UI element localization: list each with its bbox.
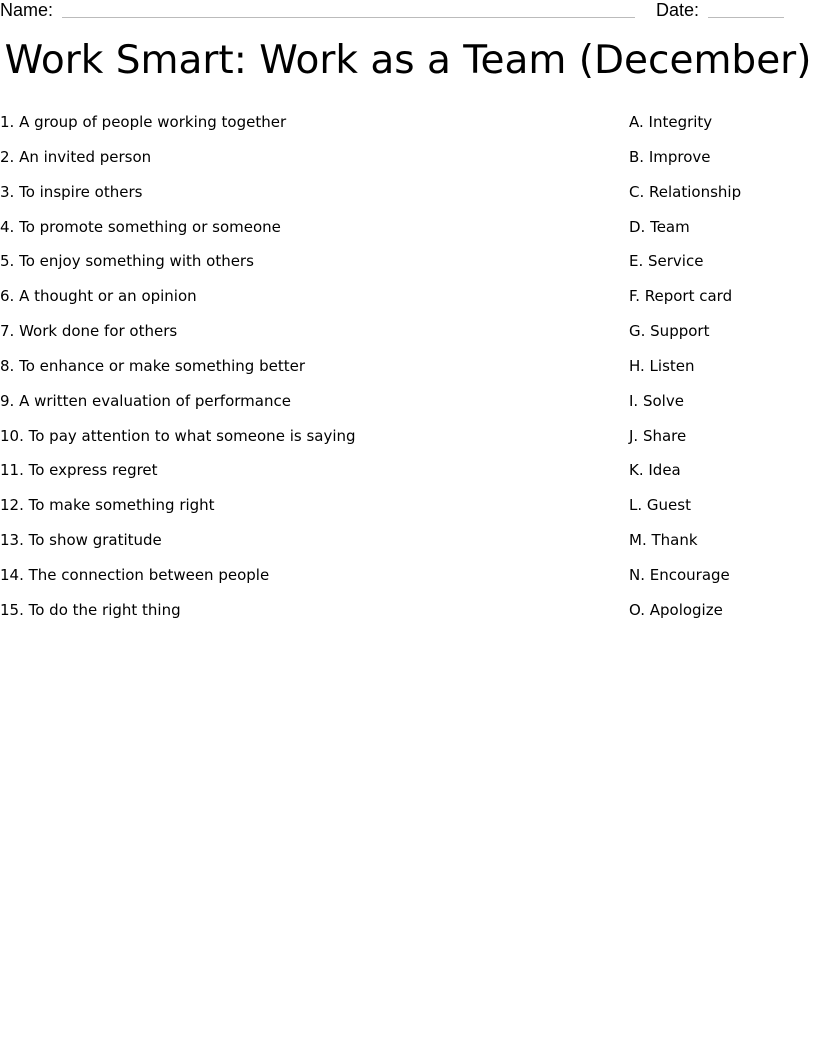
clue-item: 9. A written evaluation of performance [0, 391, 291, 410]
worksheet-header [0, 0, 816, 22]
answer-item: A. Integrity [629, 113, 713, 131]
clue-item: 12. To make something right [0, 496, 215, 515]
answer-item: I. Solve [629, 391, 684, 410]
worksheet-title: Work Smart: Work as a Team (December) [4, 38, 812, 83]
answer-item: N. Encourage [629, 565, 730, 584]
answer-item: K. Idea [629, 461, 681, 480]
answer-item: E. Service [629, 252, 704, 271]
answer-item: J. Share [629, 426, 687, 445]
answer-item: M. Thank [629, 531, 698, 550]
clue-item: 14. The connection between people [0, 565, 270, 584]
clue-item: 7. Work done for others [0, 322, 178, 341]
clue-item: 8. To enhance or make something better [0, 356, 305, 375]
answer-item: H. Listen [629, 356, 695, 375]
answer-list [629, 111, 809, 634]
clue-item: 2. An invited person [0, 147, 152, 166]
clue-item: 1. A group of people working together [0, 113, 287, 131]
clue-item: 13. To show gratitude [0, 531, 162, 550]
answer-item: F. Report card [629, 287, 733, 306]
clue-item: 11. To express regret [0, 461, 158, 480]
date-blank-line [708, 17, 784, 18]
answer-item: O. Apologize [629, 600, 723, 619]
name-label: Name: [0, 0, 54, 20]
answer-item: L. Guest [629, 496, 691, 515]
answer-item: G. Support [629, 322, 710, 341]
clue-item: 10. To pay attention to what someone is saying [0, 426, 356, 445]
clue-item: 4. To promote something or someone [0, 217, 281, 236]
date-label: Date: [656, 0, 700, 20]
name-blank-line [62, 17, 635, 18]
clue-list [0, 111, 560, 634]
clue-item: 6. A thought or an opinion [0, 287, 197, 306]
answer-item: D. Team [629, 217, 690, 236]
clue-item: 15. To do the right thing [0, 600, 181, 619]
clue-item: 5. To enjoy something with others [0, 252, 254, 271]
clue-item: 3. To inspire others [0, 182, 143, 201]
answer-item: C. Relationship [629, 182, 742, 201]
answer-item: B. Improve [629, 147, 711, 166]
